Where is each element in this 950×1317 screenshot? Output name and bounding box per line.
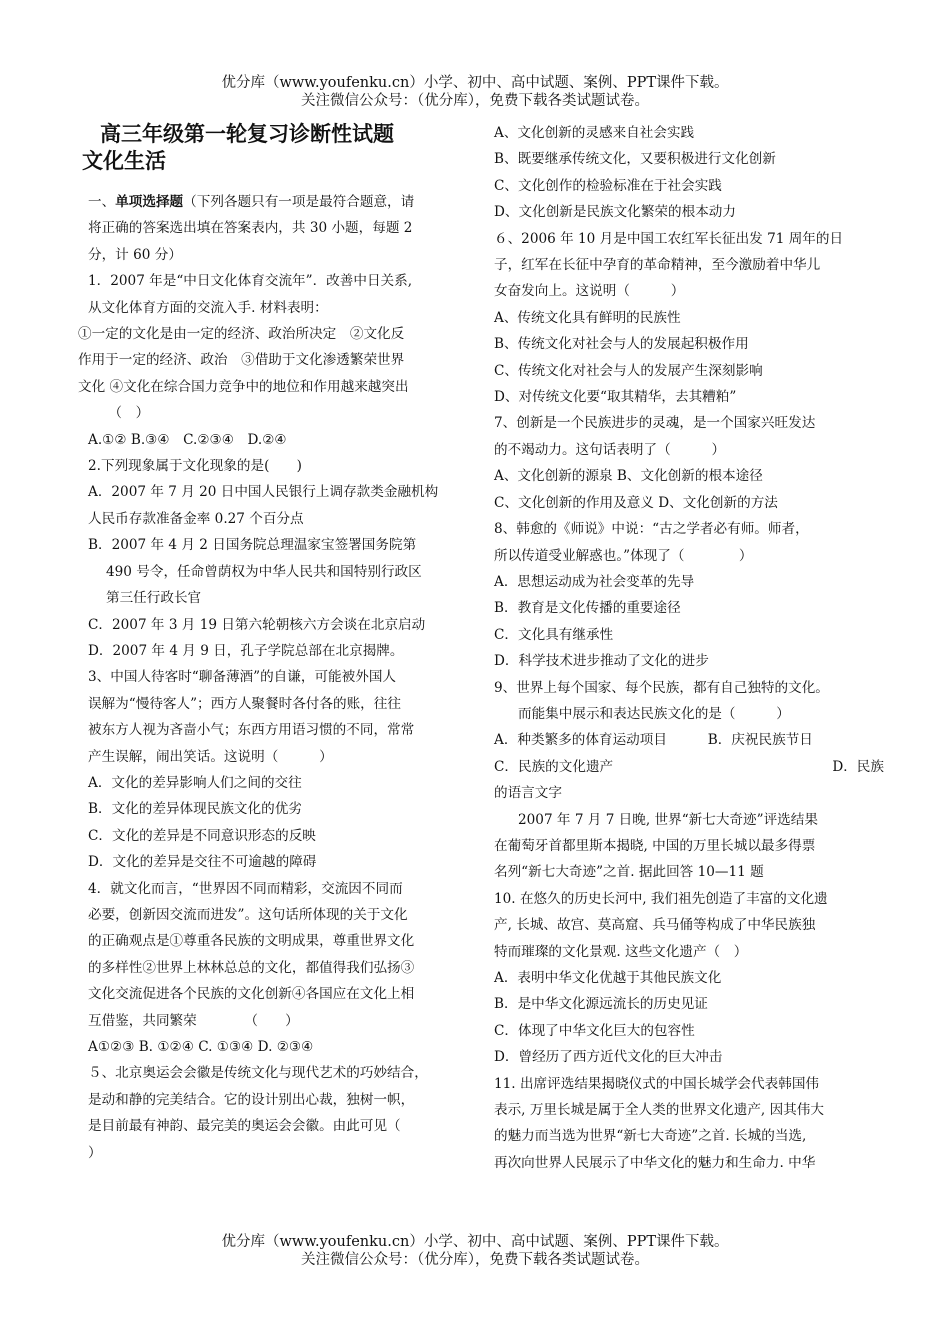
option-line: A．2007 年 7 月 20 日中国人民银行上调存款类金融机构	[88, 484, 439, 501]
option-line: A、文化创新的源泉 B、文化创新的根本途径	[494, 468, 763, 485]
option-line: D．科学技术进步推动了文化的进步	[494, 653, 709, 670]
question-line: ６、2006 年 10 月是中国工农红军长征出发 71 周年的日	[494, 230, 844, 247]
option-line: A．文化的差异影响人们之间的交往	[88, 774, 302, 791]
question-line: 1．2007 年是“中日文化体育交流年”．改善中日关系,	[88, 273, 413, 290]
question-line: 误解为“慢待客人”；西方人聚餐时各付各的账，往往	[88, 695, 401, 712]
header-line-1: 优分库（www.youfenku.cn）小学、初中、高中试题、案例、PPT课件下载。	[221, 75, 729, 91]
exam-subtitle: 文化生活	[82, 148, 166, 173]
section-heading	[82, 189, 460, 215]
option-line: D．文化的差异是交往不可逾越的障碍	[88, 854, 317, 871]
option-c: C．民族的文化遗产	[494, 758, 614, 775]
option-line: 人民币存款准备金率 0.27 个百分点	[88, 510, 304, 527]
option-line: B．文化的差异体现民族文化的优劣	[88, 801, 302, 818]
question-line: 作用于一定的经济、政治 ③借助于文化渗透繁荣世界	[78, 352, 405, 369]
question-line: 再次向世界人民展示了中华文化的魅力和生命力. 中华	[494, 1154, 816, 1171]
option-line: A、文化创新的灵感来自社会实践	[494, 125, 695, 141]
question-line: 的多样性②世界上林林总总的文化，都值得我们弘扬③	[88, 959, 415, 976]
question-line: 互借鉴，共同繁荣 （ ）	[88, 1012, 299, 1029]
passage-line: 2007 年 7 月 7 日晚, 世界“新七大奇迹”评选结果	[518, 811, 818, 828]
question-line: （ ）	[88, 405, 150, 422]
answer-options: A①②③ B. ①②④ C. ①③④ D. ②③④	[88, 1039, 314, 1055]
header-line-2: 关注微信公众号：（优分库），免费下载各类试题试卷。	[301, 93, 649, 109]
question-line: 文化交流促进各个民族的文化创新④各国应在文化上相	[88, 986, 415, 1003]
option-line: A、传统文化具有鲜明的民族性	[494, 309, 681, 326]
question-line: 9、世界上每个国家、每个民族，都有自己独特的文化。	[494, 679, 829, 696]
section-desc-line: 分，计 60 分）	[88, 246, 182, 263]
question-line: 10. 在悠久的历史长河中, 我们祖先创造了丰富的文化遗	[494, 890, 828, 907]
option-line: B．是中华文化源远流长的历史见证	[494, 996, 708, 1013]
answer-options: A.①② B.③④ C.②③④ D.②④	[88, 431, 287, 448]
question-line: 2.下列现象属于文化现象的是( )	[88, 458, 302, 475]
option-line: C、文化创新的作用及意义 D、文化创新的方法	[494, 494, 778, 511]
question-line: 是动和静的完美结合。它的设计别出心裁，独树一帜，	[88, 1091, 415, 1108]
option-line: B．2007 年 4 月 2 日国务院总理温家宝签署国务院第	[88, 537, 417, 554]
question-line: 产生误解，闹出笑话。这说明（ ）	[88, 748, 333, 765]
question-line: 被东方人视为吝啬小气；东西方用语习惯的不同，常常	[88, 722, 415, 739]
question-line: ５、北京奥运会会徽是传统文化与现代艺术的巧妙结合，	[88, 1065, 428, 1082]
section-name: 单项选择题	[115, 194, 184, 210]
question-line: ①一定的文化是由一定的经济、政治所决定 ②文化反	[78, 326, 405, 343]
question-line: 3、中国人待客时“聊备薄酒”的自谦，可能被外国人	[88, 669, 397, 686]
section-desc: （下列各题只有一项是最符合题意，请	[183, 194, 415, 210]
section-desc-line: 将正确的答案选出填在答案表内，共 30 小题，每题 2	[88, 220, 413, 237]
question-line: 4．就文化而言，“世界因不同而精彩，交流因不同而	[88, 880, 403, 897]
option-line: C．文化的差异是不同意识形态的反映	[88, 827, 316, 844]
question-line: 7、创新是一个民族进步的灵魂，是一个国家兴旺发达	[494, 415, 816, 432]
section-prefix: 一、	[88, 194, 116, 210]
question-line: 的正确观点是①尊重各民族的文明成果，尊重世界文化	[88, 933, 415, 950]
question-line: 的魅力而当选为世界“新七大奇迹”之首. 长城的当选,	[494, 1128, 807, 1145]
question-line: 女奋发向上。这说明（ ）	[494, 283, 685, 300]
passage-line: 名列“新七大奇迹”之首. 据此回答 10—11 题	[494, 864, 764, 881]
option-line: A．表明中华文化优越于其他民族文化	[494, 970, 722, 986]
question-line: 产, 长城、故宫、莫高窟、兵马俑等构成了中华民族独	[494, 917, 816, 934]
footer-line-1: 优分库（www.youfenku.cn）小学、初中、高中试题、案例、PPT课件下载。	[221, 1234, 729, 1250]
option-d: D．民族	[832, 758, 884, 775]
question-line: 11. 出席评选结果揭晓仪式的中国长城学会代表韩国伟	[494, 1075, 820, 1092]
option-line: C、文化创作的检验标准在于社会实践	[494, 177, 722, 194]
option-line: A．种类繁多的体育运动项目 B．庆祝民族节日	[494, 732, 813, 749]
option-line: D、对传统文化要“取其精华，去其糟粕”	[494, 389, 737, 406]
option-line: C．文化具有继承性	[494, 626, 614, 643]
exam-title: 高三年级第一轮复习诊断性试题	[100, 121, 394, 146]
option-line: 490 号令，任命曾荫权为中华人民共和国特别行政区	[106, 563, 422, 580]
page-header	[0, 74, 950, 110]
question-line: 表示, 万里长城是属于全人类的世界文化遗产, 因其伟大	[494, 1102, 824, 1119]
question-line: 的不竭动力。这句话表明了（ ）	[494, 441, 726, 458]
question-line: 子，红军在长征中孕育的革命精神，至今激励着中华儿	[494, 257, 821, 274]
question-line: 而能集中展示和表达民族文化的是（ ）	[518, 705, 790, 722]
option-line: 第三任行政长官	[106, 590, 202, 607]
right-column	[494, 120, 884, 1176]
question-line: 特而璀璨的文化景观. 这些文化遗产（ ）	[494, 943, 748, 960]
option-line: D、文化创新是民族文化繁荣的根本动力	[494, 204, 736, 221]
option-line: C．体现了中华文化巨大的包容性	[494, 1022, 695, 1039]
option-line: C、传统文化对社会与人的发展产生深刻影响	[494, 362, 763, 379]
footer-line-2: 关注微信公众号：（优分库），免费下载各类试题试卷。	[301, 1252, 649, 1268]
question-line: 必要，创新因交流而进发”。这句话所体现的关于文化	[88, 906, 408, 923]
question-line: 从文化体育方面的交流入手. 材料表明：	[88, 299, 328, 316]
option-line: B、传统文化对社会与人的发展起积极作用	[494, 336, 749, 353]
option-line	[494, 754, 884, 780]
option-line: B、既要继承传统文化，又要积极进行文化创新	[494, 151, 776, 168]
option-line: D．2007 年 4 月 9 日，孔子学院总部在北京揭牌。	[88, 642, 404, 659]
option-line: B．教育是文化传播的重要途径	[494, 600, 681, 617]
option-line: D．曾经历了西方近代文化的巨大冲击	[494, 1049, 723, 1066]
option-line: 的语言文字	[494, 785, 562, 802]
page-footer	[0, 1233, 950, 1269]
option-line: A．思想运动成为社会变革的先导	[494, 573, 695, 590]
question-line: 8、韩愈的《师说》中说：“古之学者必有师。师者，	[494, 521, 809, 538]
option-line: C．2007 年 3 月 19 日第六轮朝核六方会谈在北京启动	[88, 616, 426, 633]
left-column	[78, 120, 460, 1166]
question-line: ）	[88, 1144, 102, 1161]
question-line: 文化 ④文化在综合国力竞争中的地位和作用越来越突出	[78, 378, 409, 395]
passage-line: 在葡萄牙首都里斯本揭晓, 中国的万里长城以最多得票	[494, 837, 816, 854]
question-line: 所以传道受业解惑也。”体现了（ ）	[494, 547, 753, 564]
question-line: 是目前最有神韵、最完美的奥运会会徽。由此可见（	[88, 1118, 401, 1135]
